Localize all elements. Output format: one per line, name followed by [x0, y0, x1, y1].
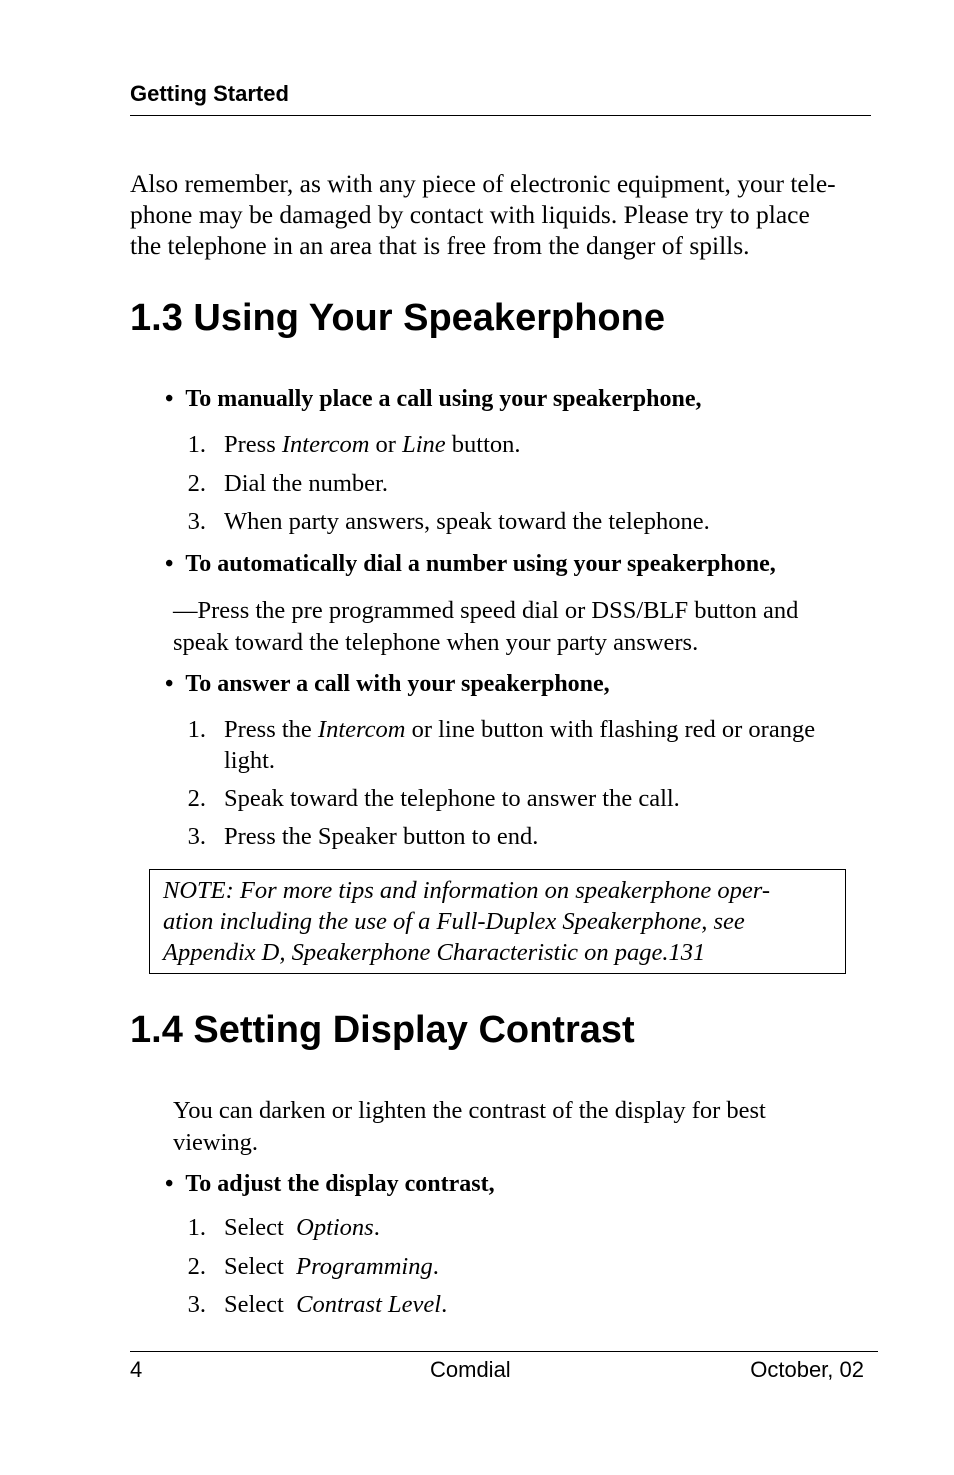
bullet-title: To automatically dial a number using your speakerphone,	[185, 551, 776, 577]
bullet-auto-dial	[165, 549, 776, 579]
section-heading-1-4: 1.4 Setting Display Contrast	[130, 1009, 635, 1051]
bullet-icon: •	[165, 551, 174, 577]
intro-line: viewing.	[173, 1129, 259, 1156]
auto-dial-description	[173, 595, 798, 659]
step-item	[176, 1290, 866, 1320]
note-text	[163, 875, 770, 968]
step-number: 2.	[187, 470, 206, 497]
bullet-answer-call	[165, 669, 610, 699]
step-continuation: light.	[224, 747, 276, 774]
step-text: or	[369, 431, 403, 458]
intro-line: the telephone in an area that is free from the danger of spills.	[130, 231, 750, 260]
step-number: 3.	[187, 823, 206, 850]
step-text: Speak toward the telephone to answer the call.	[224, 785, 680, 812]
bullet-manual-call	[165, 384, 702, 414]
step-text: .	[373, 1214, 380, 1241]
step-number: 2.	[187, 785, 206, 812]
intro-paragraph	[130, 168, 836, 261]
step-text: Select	[224, 1291, 297, 1318]
section-heading-1-3: 1.3 Using Your Speakerphone	[130, 297, 665, 339]
step-text: button.	[445, 431, 521, 458]
step-text: .	[432, 1253, 439, 1280]
intro-line: You can darken or lighten the contrast of the display for best	[173, 1097, 766, 1124]
footer-rule	[130, 1351, 878, 1352]
footer-company: Comdial	[430, 1357, 511, 1382]
description-line: speak toward the telephone when your party answers.	[173, 629, 699, 656]
step-emphasis: Intercom	[317, 716, 406, 743]
bullet-title: To answer a call with your speakerphone,	[185, 671, 610, 697]
step-emphasis: Contrast Level	[296, 1291, 442, 1318]
header-rule	[130, 115, 871, 116]
step-item	[176, 784, 866, 814]
bullet-title: To adjust the display contrast,	[185, 1171, 495, 1197]
note-line: ation including the use of a Full-Duplex Speakerphone, see	[163, 908, 745, 935]
intro-line: phone may be damaged by contact with liquids. Please try to place	[130, 200, 810, 229]
step-item	[176, 822, 866, 852]
footer-page-number: 4	[130, 1357, 143, 1382]
footer-date: October, 02	[750, 1357, 864, 1382]
bullet-icon: •	[165, 1171, 174, 1197]
step-number: 2.	[187, 1253, 206, 1280]
bullet-icon: •	[165, 671, 174, 697]
bullet-adjust-contrast	[165, 1169, 495, 1199]
note-line: NOTE: For more tips and information on speakerphone oper-	[163, 877, 770, 904]
step-text: Press the Speaker button to end.	[224, 823, 539, 850]
step-number: 1.	[187, 431, 206, 458]
step-item	[176, 1213, 866, 1243]
step-item	[176, 469, 866, 499]
description-line: —Press the pre programmed speed dial or DSS/BLF button and	[173, 597, 799, 624]
step-text: or line button with flashing red or orange	[405, 716, 816, 743]
step-text: When party answers, speak toward the telephone.	[224, 508, 710, 535]
step-emphasis: Intercom	[281, 431, 370, 458]
step-emphasis: Line	[402, 431, 446, 458]
running-header: Getting Started	[130, 81, 289, 106]
step-text: Select	[224, 1253, 297, 1280]
step-number: 1.	[187, 1214, 206, 1241]
step-number: 3.	[187, 1291, 206, 1318]
bullet-icon: •	[165, 386, 174, 412]
bullet-title: To manually place a call using your speakerphone,	[185, 386, 702, 412]
note-box	[149, 869, 846, 974]
contrast-intro	[173, 1095, 766, 1159]
step-item	[176, 507, 866, 537]
step-item	[176, 1252, 866, 1282]
note-line: Appendix D, Speakerphone Characteristic on page.131	[163, 939, 706, 966]
step-emphasis: Options	[296, 1214, 374, 1241]
step-emphasis: Programming	[296, 1253, 433, 1280]
step-text: Press	[224, 431, 282, 458]
step-text: .	[441, 1291, 448, 1318]
step-item	[176, 715, 876, 776]
step-text: Dial the number.	[224, 470, 388, 497]
step-item	[176, 430, 866, 460]
step-number: 1.	[187, 716, 206, 743]
step-text: Press the	[224, 716, 318, 743]
step-number: 3.	[187, 508, 206, 535]
intro-line: Also remember, as with any piece of electronic equipment, your tele-	[130, 169, 836, 198]
step-text: Select	[224, 1214, 297, 1241]
